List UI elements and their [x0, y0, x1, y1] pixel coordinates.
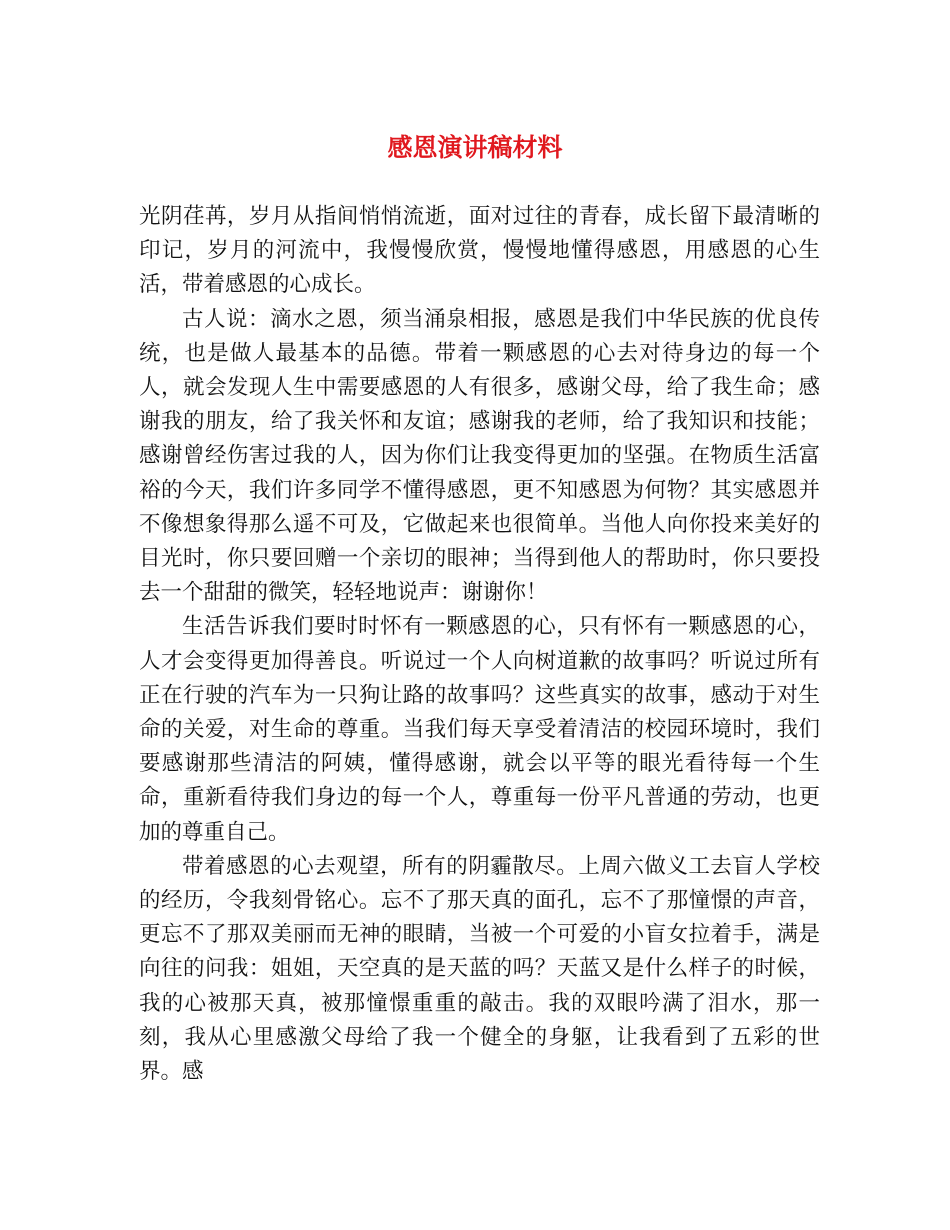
paragraph-4: 带着感恩的心去观望，所有的阴霾散尽。上周六做义工去盲人学校的经历，令我刻骨铭心。忘不了那天真的面孔，忘不了那憧憬的声音，更忘不了那双美丽而无神的眼睛，当被一个可爱的小盲女拉着手，满是向往的问我：姐姐，天空真的是天蓝的吗？天蓝又是什么样子的时候，我的心被那天真，被那憧憬重重的敲击。我的双眼吟满了泪水，那一刻，我从心里感激父母给了我一个健全的身躯，让我看到了五彩的世界。感: [139, 853, 820, 1085]
paragraph-1: 光阴荏苒，岁月从指间悄悄流逝，面对过往的青春，成长留下最清晰的印记，岁月的河流中，我慢慢欣赏，慢慢地懂得感恩，用感恩的心生活，带着感恩的心成长。: [139, 204, 820, 298]
paragraph-3: 生活告诉我们要时时怀有一颗感恩的心，只有怀有一颗感恩的心，人才会变得更加得善良。听说过一个人向树道歉的故事吗？听说过所有正在行驶的汽车为一只狗让路的故事吗？这些真实的故事，感动于对生命的关爱，对生命的尊重。当我们每天享受着清洁的校园环境时，我们要感谢那些清洁的阿姨，懂得感谢，就会以平等的眼光看待每一个生命，重新看待我们身边的每一个人，尊重每一份平凡普通的劳动，也更加的尊重自己。: [139, 614, 820, 845]
document-title: 感恩演讲稿材料: [387, 133, 563, 162]
document-body: [139, 200, 820, 1089]
paragraph-2: 古人说：滴水之恩，须当涌泉相报，感恩是我们中华民族的优良传统，也是做人最基本的品德。带着一颗感恩的心去对待身边的每一个人，就会发现人生中需要感恩的人有很多，感谢父母，给了我生命；感谢我的朋友，给了我关怀和友谊；感谢我的老师，给了我知识和技能；感谢曾经伤害过我的人，因为你们让我变得更加的坚强。在物质生活富裕的今天，我们许多同学不懂得感恩，更不知感恩为何物？其实感恩并不像想象得那么遥不可及，它做起来也很简单。当他人向你投来美好的目光时，你只要回赠一个亲切的眼神；当得到他人的帮助时，你只要投去一个甜甜的微笑，轻轻地说声：谢谢你！: [139, 306, 820, 606]
